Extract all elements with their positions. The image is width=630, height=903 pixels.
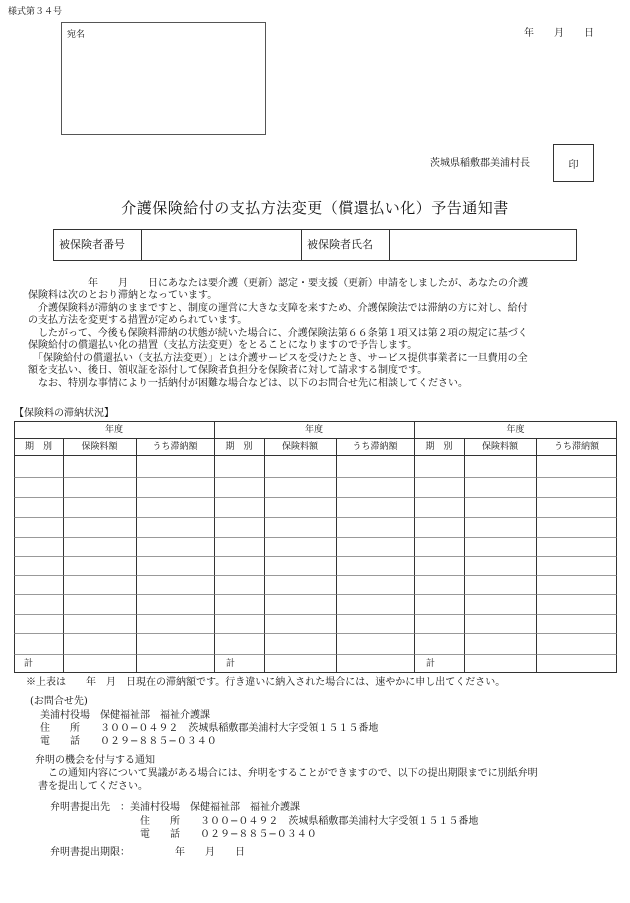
col-period: 期 別 xyxy=(24,442,52,452)
insured-name-field xyxy=(390,230,576,260)
total-label: 計 xyxy=(24,659,34,669)
body-line: したがって、今後も保険料滞納の状態が続いた場合に、介護保険法第６６条第１項又は第２項の規定に基づく xyxy=(28,328,528,339)
col-period: 期 別 xyxy=(225,442,253,452)
col-arrears: うち滞納額 xyxy=(152,442,198,452)
contact-address: 住 所 ３００−０４９２ 茨城県稲敷郡美浦村大字受領１５１５番地 xyxy=(40,723,379,734)
appeal-dest-phone: 電 話 ０２９−８８５−０３４０ xyxy=(140,829,317,840)
appeal-text: 書を提出してください。 xyxy=(38,781,148,792)
year-header: 年度 xyxy=(304,425,323,435)
insured-name-label: 被保険者氏名 xyxy=(302,230,390,260)
body-line: なお、特別な事情により一括納付が困難な場合などは、以下のお問合せ先に相談してください。 xyxy=(28,378,468,389)
appeal-deadline: 弁明書提出期限： 年 月 日 xyxy=(50,847,245,858)
appeal-text: この通知内容について異議がある場合には、弁明をすることができますので、以下の提出期限までに別紙弁明 xyxy=(38,768,538,779)
appeal-dest-address: 住 所 ３００−０４９２ 茨城県稲敷郡美浦村大字受領１５１５番地 xyxy=(140,816,479,827)
insured-number-label: 被保険者番号 xyxy=(54,230,142,260)
body-line: 額を支払い、後日、領収証を添付して保険者負担分を保険者に対して請求する制度です。 xyxy=(28,365,428,376)
contact-heading: (お問合せ先) xyxy=(30,696,88,707)
date-line: 年 月 日 xyxy=(524,28,594,39)
year-header: 年度 xyxy=(104,425,123,435)
col-premium: 保険料額 xyxy=(481,442,518,452)
sender-name: 茨城県稲敷郡美浦村長 xyxy=(430,158,530,169)
body-line: 保険給付の償還払い化の措置（支払方法変更）をとることになりますので予告します。 xyxy=(28,340,418,351)
body-line: 介護保険料が滞納のままですと、制度の運営に大きな支障を来すため、介護保険法では滞納の方に対し、給付 xyxy=(28,303,528,314)
appeal-destination: 弁明書提出先 ：美浦村役場 保健福祉部 福祉介護課 xyxy=(50,802,300,813)
col-arrears: うち滞納額 xyxy=(553,442,599,452)
address-label: 宛名 xyxy=(67,30,86,40)
arrears-section-label: 【保険料の滞納状況】 xyxy=(14,408,114,419)
col-arrears: うち滞納額 xyxy=(352,442,398,452)
form-number: 様式第３４号 xyxy=(8,7,63,17)
total-label: 計 xyxy=(226,659,236,669)
col-premium: 保険料額 xyxy=(281,442,318,452)
body-line: 保険料は次のとおり滞納となっています。 xyxy=(28,290,218,301)
appeal-heading: 弁明の機会を付与する通知 xyxy=(35,755,155,766)
table-note: ※上表は 年 月 日現在の滞納額です。行き違いに納入された場合には、速やかに申し出てください。 xyxy=(26,677,506,688)
body-line: の支払方法を変更する措置が定められています。 xyxy=(28,315,248,326)
year-header: 年度 xyxy=(506,425,525,435)
col-premium: 保険料額 xyxy=(81,442,118,452)
arrears-table-lines xyxy=(14,421,617,673)
insured-info-table xyxy=(53,229,577,261)
arrears-table xyxy=(14,421,617,673)
body-line: 年 月 日にあなたは要介護（更新）認定・要支援（更新）申請をしましたが、あなたの介護 xyxy=(28,278,528,289)
insured-number-field xyxy=(142,230,302,260)
contact-phone: 電 話 ０２９−８８５−０３４０ xyxy=(40,736,217,747)
total-label: 計 xyxy=(426,659,436,669)
body-line: 「保険給付の償還払い（支払方法変更）」とは介護サービスを受けたとき、サービス提供事業者に一旦費用の全 xyxy=(28,353,528,364)
seal-label: 印 xyxy=(568,159,579,171)
page-title: 介護保険給付の支払方法変更（償還払い化）予告通知書 xyxy=(121,199,509,217)
col-period: 期 別 xyxy=(425,442,453,452)
address-box xyxy=(61,22,266,135)
seal-box xyxy=(553,144,594,182)
contact-office: 美浦村役場 保健福祉部 福祉介護課 xyxy=(40,710,210,721)
